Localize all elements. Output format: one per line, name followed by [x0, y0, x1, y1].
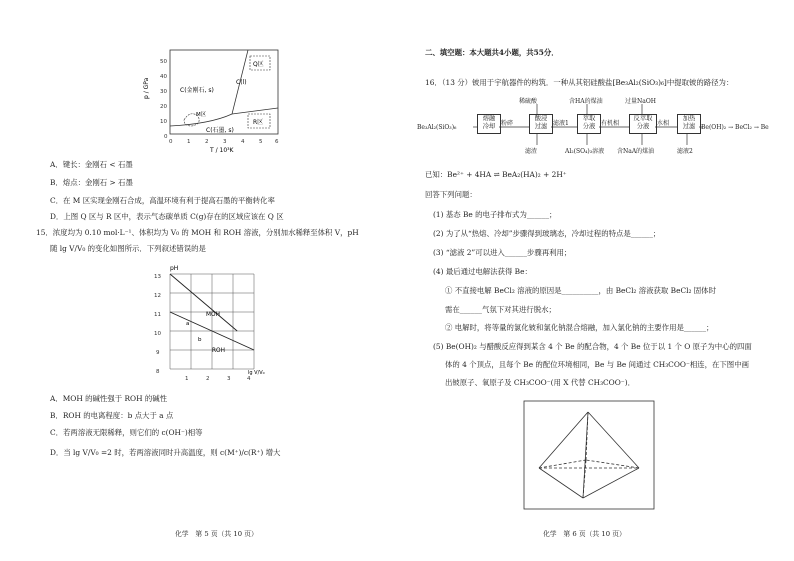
arrow-label-2: 滤液1 [553, 120, 569, 127]
region-liquid: C(l) [236, 79, 247, 86]
ph-ylabel: pH [170, 265, 179, 272]
phase-xtick: 2 [205, 139, 209, 145]
arrow-label-3: 有机相 [601, 120, 620, 127]
ph-ytick: 9 [156, 350, 160, 356]
page-footer-left: 化学 第 5 页（共 10 页） [175, 530, 258, 538]
region-r: R区 [253, 119, 264, 126]
q15-option-d: D．当 lg V/V₀ =2 时，若两溶液同时升高温度，则 c(M⁺)/c(R⁺) 增大 [50, 448, 281, 457]
flow-bottom-1: 滤渣 [525, 148, 538, 155]
question-5-line3: 出铍原子、氧原子及 CH₃COO⁻(用 X 代替 CH₃COO⁻)． [445, 378, 635, 387]
flowchart [417, 94, 787, 164]
phase-ytick: 50 [160, 59, 167, 65]
ph-ytick: 13 [154, 274, 161, 280]
phase-ytick: 10 [160, 119, 167, 125]
ph-xtick: 4 [247, 376, 251, 382]
q15-option-c: C．若两溶液无限稀释，则它们的 c(OH⁻)相等 [50, 428, 203, 437]
phase-xlabel: T / 10³K [210, 147, 234, 154]
q14-option-c: C．在 M 区实现金刚石合成，高温环境有利于提高石墨的平衡转化率 [50, 196, 275, 205]
question-2: (2) 为了从“热熔、冷却”步骤得到玻璃态，冷却过程的特点是______； [433, 229, 661, 238]
phase-ytick: 30 [160, 89, 167, 95]
q15-option-a: A．MOH 的碱性强于 ROH 的碱性 [50, 394, 168, 403]
roh-label: ROH [212, 348, 225, 354]
phase-xtick: 3 [223, 139, 227, 145]
ph-xtick: 2 [206, 376, 210, 382]
moh-line [170, 274, 237, 331]
phase-diagram [140, 40, 290, 155]
q15-stem-line1: 15．浓度均为 0.10 mol·L⁻¹、体积均为 V₀ 的 MOH 和 ROH 溶液，分别加水稀释至体积 V，pH [36, 228, 359, 237]
moh-label: MOH [206, 312, 220, 318]
ph-xtick: 1 [185, 376, 189, 382]
phase-xtick: 6 [275, 139, 279, 145]
arrow-label-1: 粉碎 [501, 120, 514, 127]
flow-bottom-3: 含NaA的煤油 [617, 148, 655, 155]
region-m: M区 [196, 112, 207, 118]
question-3: (3) “滤液 2”可以进入______步骤再利用； [433, 248, 572, 257]
box-acid-filter: 酸浸 过滤 [529, 114, 553, 134]
right-page [397, 0, 794, 561]
point-a-label: a [186, 321, 190, 327]
known-equation: 已知：Be²⁺ + 4HA ⇌ BeA₂(HA)₂ + 2H⁺ [425, 170, 567, 179]
flow-bottom-2: Al₂(SO₄)₃溶液 [565, 148, 605, 155]
q15-option-b: B．ROH 的电离程度：b 点大于 a 点 [50, 411, 174, 420]
ph-chart [150, 262, 265, 382]
ph-ytick: 10 [154, 331, 161, 337]
box-extract: 萃取 分液 [577, 114, 601, 134]
box-melt-cool: 熔融 冷却 [477, 114, 501, 134]
question-4-1b: 需在______气氛下对其进行脱水； [445, 305, 556, 314]
q16-intro: 16．（13 分）铍用于宇航器件的构筑．一种从其铝硅酸盐[Be₃Al₂(SiO₃)₆]中提取铍的路径为： [425, 78, 734, 87]
flow-start: Be₃Al₂(SiO₃)₆ [417, 124, 457, 131]
ph-ytick: 8 [156, 369, 160, 375]
phase-ylabel: p / GPa [143, 77, 150, 99]
flow-bottom-4: 滤液2 [677, 148, 693, 155]
flow-top-3: 过量NaOH [625, 98, 656, 105]
ph-ytick: 11 [154, 312, 161, 318]
flow-top-1: 稀硫酸 [519, 98, 538, 105]
flow-top-2: 含HA的煤油 [569, 98, 603, 105]
question-5-line2: 体的 4 个顶点，且每个 Be 的配位环境相同，Be 与 Be 间通过 CH₃COO⁻相连，在下图中画 [445, 360, 749, 369]
ph-ytick: 12 [154, 293, 161, 299]
question-1: (1) 基态 Be 的电子排布式为______； [433, 210, 557, 219]
phase-xtick: 1 [187, 139, 191, 145]
region-graphite: C(石墨, s) [206, 127, 234, 134]
phase-xtick: 0 [169, 139, 173, 145]
phase-ytick: 20 [160, 104, 167, 110]
question-4-1a: ① 不直接电解 BeCl₂ 溶液的原因是__________，由 BeCl₂ 溶液获取 BeCl₂ 固体时 [445, 286, 716, 295]
arrow-label-4: 水相 [657, 120, 670, 127]
q15-stem-line2: 随 lg V/V₀ 的变化如图所示．下列叙述错误的是 [50, 244, 206, 253]
tetrahedron-figure [523, 400, 655, 510]
phase-xtick: 5 [259, 139, 263, 145]
region-q: Q区 [253, 61, 264, 68]
region-diamond: C(金刚石, s) [180, 87, 214, 94]
question-4: (4) 最后通过电解法获得 Be： [433, 267, 532, 276]
question-5-line1: (5) Be(OH)₂ 与醋酸反应得到某含 4 个 Be 的配合物，4 个 Be 位于以 1 个 O 原子为中心的四面 [433, 342, 752, 351]
q14-option-b: B．熔点：金刚石 > 石墨 [50, 178, 133, 187]
ph-xtick: 3 [227, 376, 231, 382]
phase-ytick: 40 [160, 74, 167, 80]
ph-xlabel: lg V/V₀ [248, 370, 265, 376]
flow-arrows [417, 94, 787, 164]
phase-xtick: 4 [241, 139, 245, 145]
q14-option-d: D．上图 Q 区与 R 区中，表示气态碳单质 C(g)存在的区域应该在 Q 区 [50, 212, 284, 221]
phase-ytick: 0 [164, 134, 168, 140]
box-back-extract: 反萃取 分液 [629, 114, 657, 134]
flow-end: Be(OH)₂ → BeCl₂ → Be [701, 124, 769, 131]
answer-prompt: 回答下列问题： [425, 190, 477, 199]
point-b-label: b [198, 337, 202, 343]
question-4-2: ② 电解时，将等量的氯化铍和氯化钠混合熔融，加入氯化钠的主要作用是______； [445, 323, 714, 332]
q14-option-a: A．键长：金刚石 < 石墨 [50, 160, 133, 169]
page-footer-right: 化学 第 6 页（共 10 页） [543, 530, 626, 538]
section-title: 二、填空题：本大题共4小题，共55分． [425, 48, 559, 57]
box-heat-filter: 加热 过滤 [677, 114, 701, 134]
